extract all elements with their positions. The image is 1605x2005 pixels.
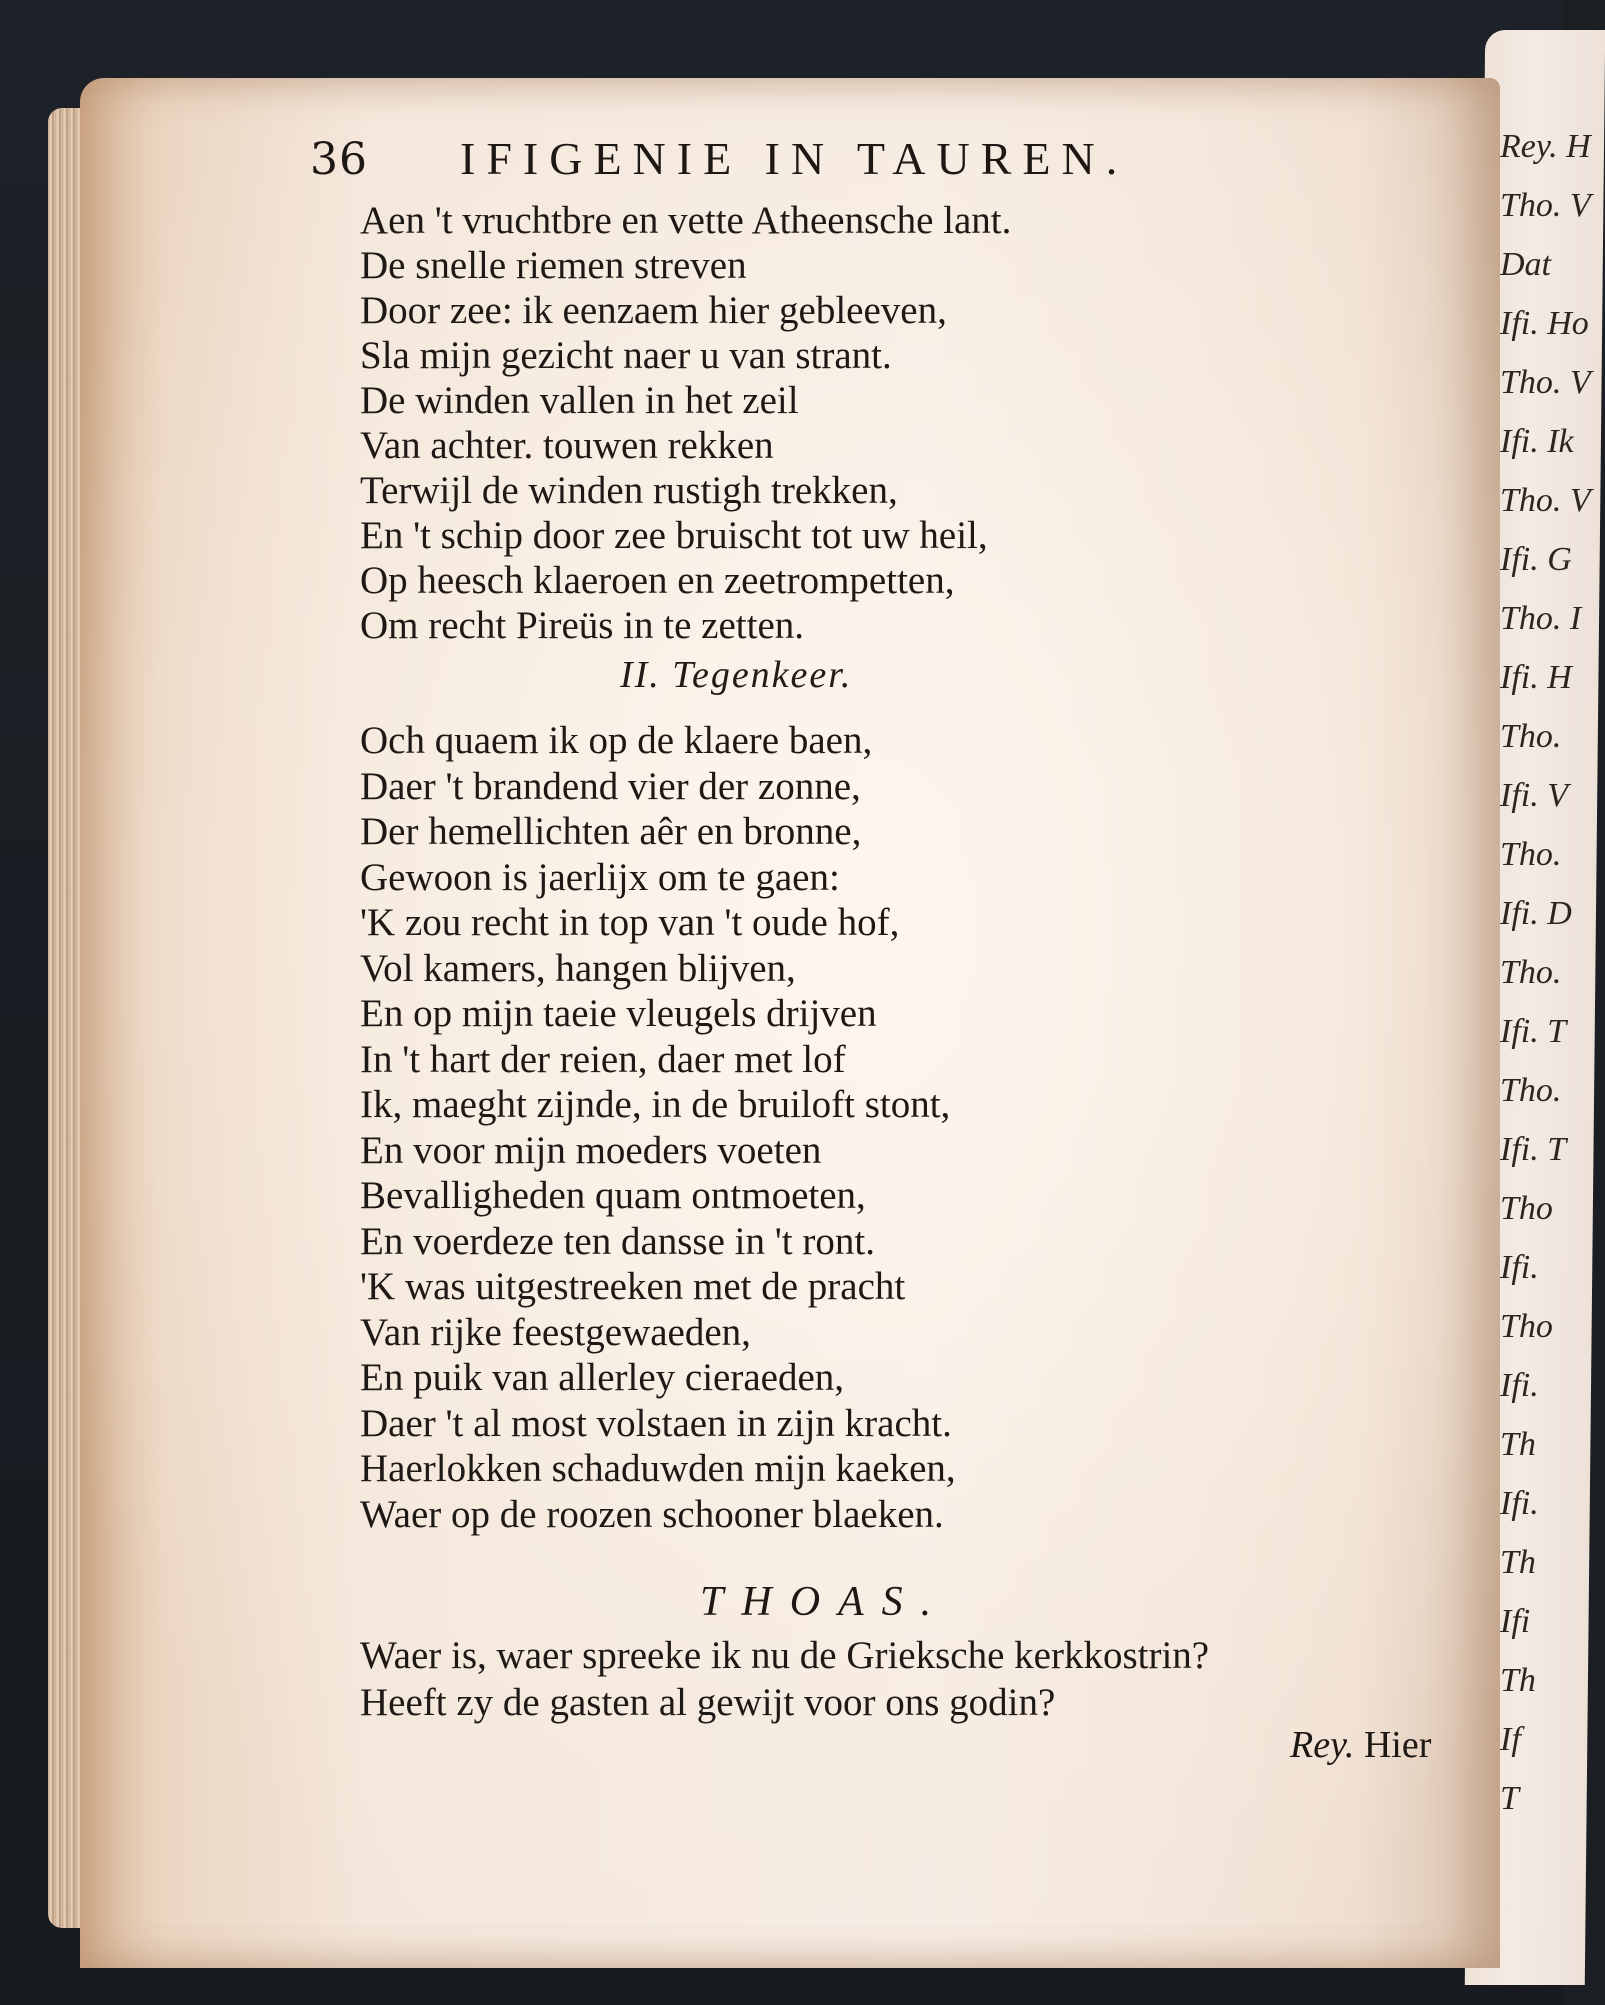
- stanza-1-line-2: De snelle riemen streven: [360, 244, 747, 287]
- stanza-2-line-16: Daer 't al most volstaen in zijn kracht.: [360, 1401, 952, 1445]
- section-heading: II. Tegenkeer.: [620, 654, 853, 696]
- catchword: [1290, 1723, 1431, 1767]
- facing-margin-label-1: Rey. H: [1500, 128, 1591, 165]
- facing-margin-label-12: Ifi. V: [1500, 777, 1568, 814]
- facing-margin-label-18: Ifi. T: [1500, 1131, 1567, 1168]
- stanza-2-line-17: Haerlokken schaduwden mijn kaeken,: [360, 1447, 956, 1490]
- facing-margin-label-4: Ifi. Ho: [1500, 305, 1589, 342]
- stanza-2-line-4: Gewoon is jaerlijx om te gaen:: [360, 855, 840, 899]
- stanza-2-line-1: Och quaem ik op de klaere baen,: [360, 719, 873, 762]
- running-title: IFIGENIE IN TAUREN.: [460, 133, 1129, 184]
- stanza-2-line-15: En puik van allerley cieraeden,: [360, 1356, 845, 1399]
- catchword-speaker: Rey.: [1290, 1724, 1355, 1766]
- facing-margin-label-13: Tho.: [1500, 836, 1562, 873]
- stanza-2-line-6: Vol kamers, hangen blijven,: [360, 946, 796, 990]
- facing-margin-label-6: Ifi. Ik: [1500, 423, 1574, 460]
- catchword-word: Hier: [1363, 1724, 1432, 1766]
- stanza-2-line-14: Van rijke feestgewaeden,: [360, 1310, 751, 1354]
- stanza-2-line-18: Waer op de roozen schooner blaeken.: [360, 1492, 944, 1536]
- facing-margin-label-23: Th: [1500, 1426, 1536, 1463]
- stanza-2-line-13: 'K was uitgestreeken met de pracht: [360, 1265, 906, 1308]
- stanza-2-line-12: En voerdeze ten dansse in 't ront.: [360, 1219, 875, 1263]
- facing-margin-label-5: Tho. V: [1500, 364, 1591, 401]
- stanza-2-line-8: In 't hart der reien, daer met lof: [360, 1037, 846, 1081]
- facing-margin-label-17: Tho.: [1500, 1072, 1562, 1109]
- facing-margin-label-11: Tho.: [1500, 718, 1562, 755]
- stanza-1-line-9: Op heesch klaeroen en zeetrompetten,: [360, 559, 955, 602]
- facing-margin-label-3: Dat: [1500, 246, 1551, 283]
- facing-margin-label-14: Ifi. D: [1500, 895, 1572, 932]
- facing-margin-label-27: Th: [1500, 1662, 1536, 1699]
- facing-margin-label-15: Tho.: [1500, 954, 1562, 991]
- book-page: [80, 78, 1500, 1968]
- facing-margin-label-28: If: [1500, 1721, 1521, 1758]
- facing-margin-label-7: Tho. V: [1500, 482, 1591, 519]
- facing-margin-label-20: Ifi.: [1500, 1249, 1539, 1286]
- facing-margin-label-24: Ifi.: [1500, 1485, 1539, 1522]
- facing-margin-label-16: Ifi. T: [1500, 1013, 1567, 1050]
- speech-line-1: Waer is, waer spreeke ik nu de Grieksche kerkkostrin?: [360, 1634, 1210, 1677]
- page-header: [310, 128, 1350, 198]
- stanza-1-line-10: Om recht Pireüs in te zetten.: [360, 604, 805, 647]
- stanza-1-line-6: Van achter. touwen rekken: [360, 424, 774, 467]
- facing-margin-label-10: Ifi. H: [1500, 659, 1572, 696]
- facing-margin-label-29: T: [1500, 1780, 1519, 1817]
- stanza-1-line-7: Terwijl de winden rustigh trekken,: [360, 469, 898, 512]
- page-number: 36: [310, 134, 368, 185]
- stanza-2-line-7: En op mijn taeie vleugels drijven: [360, 992, 877, 1035]
- facing-margin-label-21: Tho: [1500, 1308, 1553, 1345]
- facing-margin-label-2: Tho. V: [1500, 187, 1591, 224]
- stanza-2-line-9: Ik, maeght zijnde, in de bruiloft stont,: [360, 1083, 951, 1126]
- stanza-1-line-8: En 't schip door zee bruischt tot uw heil,: [360, 514, 988, 557]
- facing-margin-label-9: Tho. I: [1500, 600, 1582, 637]
- stanza-2-line-10: En voor mijn moeders voeten: [360, 1128, 822, 1172]
- stanza-1-line-1: Aen 't vruchtbre en vette Atheensche lant.: [360, 199, 1012, 242]
- stanza-2-line-5: 'K zou recht in top van 't oude hof,: [360, 901, 900, 944]
- facing-margin-label-8: Ifi. G: [1500, 541, 1572, 578]
- stanza-1-line-5: De winden vallen in het zeil: [360, 379, 799, 422]
- speech-line-2: Heeft zy de gasten al gewijt voor ons godin?: [360, 1681, 1056, 1724]
- stanza-2-line-3: Der hemellichten aêr en bronne,: [360, 810, 862, 853]
- facing-margin-label-26: Ifi: [1500, 1603, 1531, 1640]
- facing-margin-label-19: Tho: [1500, 1190, 1553, 1227]
- facing-margin-label-22: Ifi.: [1500, 1367, 1539, 1404]
- speaker-heading: THOAS.: [700, 1579, 950, 1625]
- stanza-2-line-11: Bevalligheden quam ontmoeten,: [360, 1174, 866, 1217]
- facing-margin-label-25: Th: [1500, 1544, 1536, 1581]
- stanza-1-line-3: Door zee: ik eenzaem hier gebleeven,: [360, 289, 947, 332]
- stanza-1-line-4: Sla mijn gezicht naer u van strant.: [360, 334, 892, 377]
- stanza-2-line-2: Daer 't brandend vier der zonne,: [360, 764, 861, 808]
